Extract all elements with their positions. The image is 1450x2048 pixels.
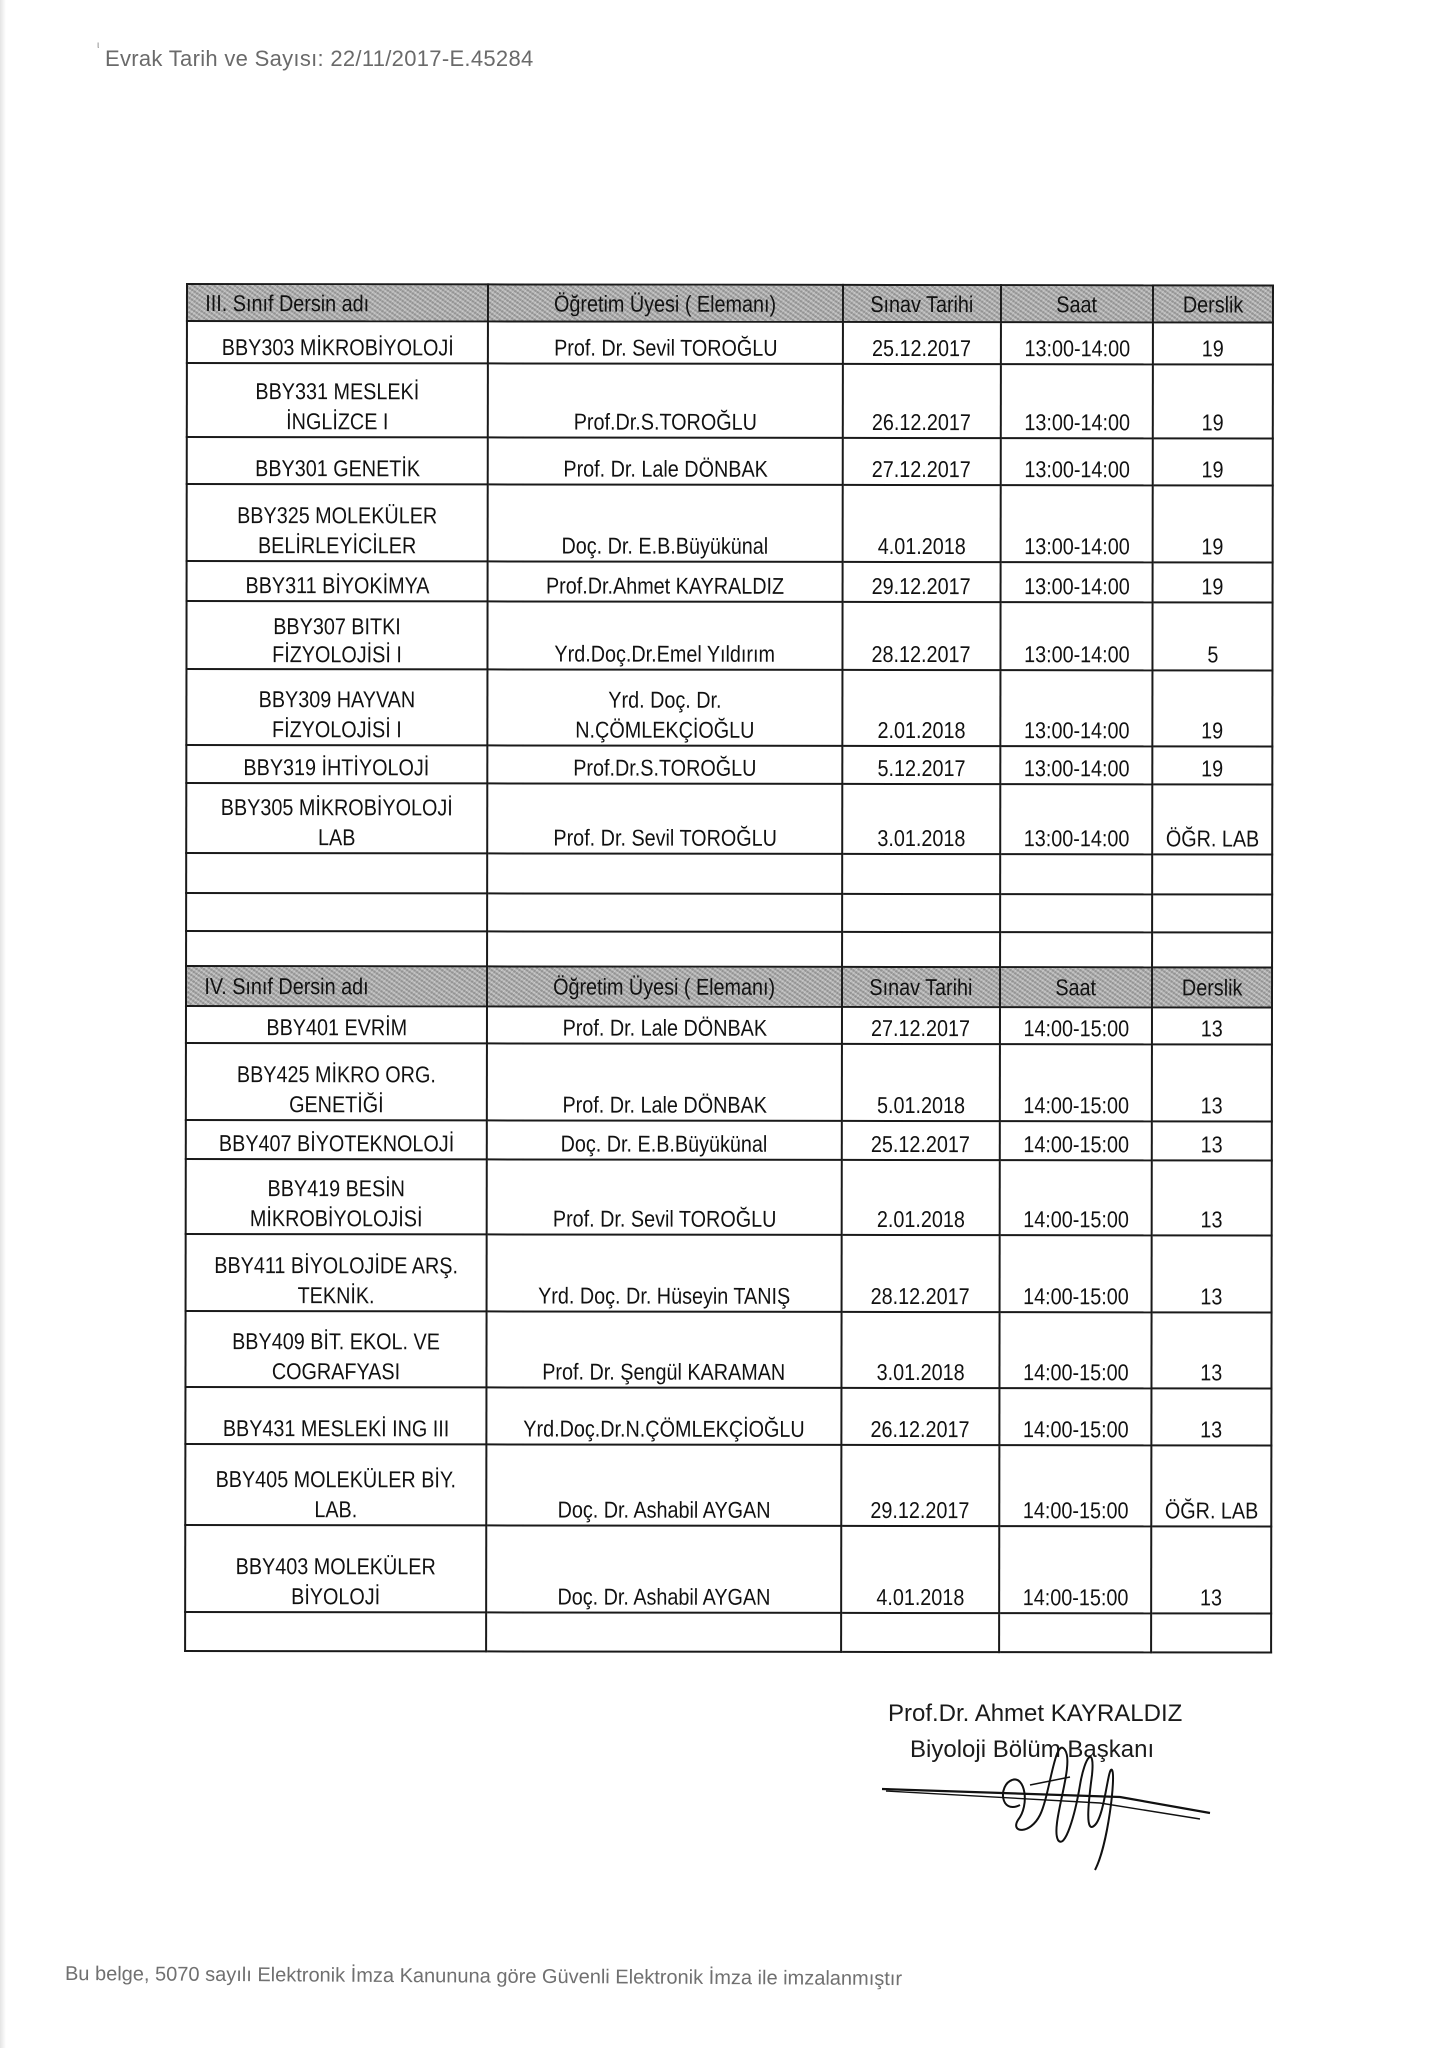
room: 5 [1152, 602, 1272, 670]
exam-time: 13:00-14:00 [1001, 322, 1153, 364]
empty-row [186, 931, 1272, 968]
exam-date: 28.12.2017 [842, 1235, 1000, 1312]
course-name: BBY305 MİKROBİYOLOJİ LAB [186, 783, 487, 853]
table-row [187, 484, 1273, 563]
room: 13 [1152, 1235, 1272, 1312]
header-time: Saat [1000, 967, 1152, 1007]
instructor: Prof. Dr. Sevil TOROĞLU [487, 783, 842, 853]
document-reference-text: Evrak Tarih ve Sayısı: 22/11/2017-E.45284 [105, 46, 534, 71]
header-exam-date: Sınav Tarihi [842, 967, 1000, 1007]
exam-time: 14:00-15:00 [1000, 1235, 1152, 1312]
instructor: Prof. Dr. Sevil TOROĞLU [488, 321, 843, 363]
header-room: Derslik [1152, 967, 1272, 1007]
course-name: BBY311 BİYOKİMYA [187, 561, 488, 601]
exam-date: 5.12.2017 [842, 746, 1000, 784]
table-row [185, 1525, 1271, 1614]
exam-time: 14:00-15:00 [1000, 1044, 1152, 1121]
exam-date: 29.12.2017 [843, 562, 1001, 602]
table-row [186, 669, 1272, 747]
exam-date: 27.12.2017 [842, 1007, 1000, 1044]
exam-date: 2.01.2018 [842, 1160, 1000, 1235]
instructor: Yrd. Doç. Dr. N.ÇÖMLEKÇİOĞLU [487, 669, 842, 745]
course-name: BBY301 GENETİK [187, 437, 488, 484]
table-row [186, 1234, 1272, 1313]
exam-date: 25.12.2017 [842, 1121, 1000, 1160]
table-row [186, 601, 1272, 671]
exam-time: 14:00-15:00 [1000, 1160, 1152, 1235]
room: 19 [1153, 562, 1273, 602]
exam-time: 14:00-15:00 [999, 1445, 1151, 1526]
electronic-signature-notice: Bu belge, 5070 sayılı Elektronik İmza Kanununa göre Güvenli Elektronik İmza ile imzalanmıştır [64, 1963, 903, 1991]
exam-time: 14:00-15:00 [1000, 1007, 1152, 1044]
exam-time: 13:00-14:00 [1001, 485, 1153, 562]
exam-time: 14:00-15:00 [999, 1388, 1151, 1445]
course-name: BBY425 MİKRO ORG. GENETİĞİ [186, 1043, 487, 1120]
section-iii-header-row [187, 284, 1273, 323]
room: 13 [1152, 1007, 1272, 1044]
table-row [187, 363, 1273, 439]
room: 13 [1152, 1160, 1272, 1235]
exam-time: 13:00-14:00 [1000, 784, 1152, 854]
instructor: Prof. Dr. Lale DÖNBAK [487, 1006, 842, 1043]
exam-date: 29.12.2017 [841, 1445, 999, 1526]
table-row [186, 745, 1272, 785]
table-row [187, 437, 1273, 486]
exam-time: 13:00-14:00 [1000, 670, 1152, 746]
room: 13 [1151, 1388, 1271, 1445]
header-instructor: Öğretim Üyesi ( Elemanı) [487, 966, 842, 1006]
exam-time: 14:00-15:00 [999, 1526, 1151, 1613]
room: 13 [1152, 1044, 1272, 1121]
table-row [185, 1387, 1271, 1446]
table-row [187, 561, 1273, 603]
course-name: BBY303 MİKROBİYOLOJİ [187, 321, 488, 363]
course-name: BBY431 MESLEKİ ING III [185, 1387, 486, 1444]
instructor: Prof.Dr.S.TOROĞLU [487, 745, 842, 783]
handwritten-signature-icon [880, 1745, 1220, 1875]
header-course-name: III. Sınıf Dersin adı [187, 284, 488, 321]
course-name: BBY325 MOLEKÜLER BELİRLEYİCİLER [187, 484, 488, 561]
exam-date: 4.01.2018 [843, 485, 1001, 562]
exam-schedule-table [184, 283, 1274, 1654]
header-room: Derslik [1153, 285, 1273, 322]
course-name: BBY307 BITKI FİZYOLOJİSİ I [186, 601, 487, 669]
room: 19 [1152, 746, 1272, 784]
empty-row [186, 893, 1272, 933]
exam-time: 13:00-14:00 [1001, 562, 1153, 602]
exam-date: 3.01.2018 [842, 784, 1000, 854]
course-name: BBY405 MOLEKÜLER BİY. LAB. [185, 1444, 486, 1525]
table-row [186, 783, 1272, 855]
course-name: BBY403 MOLEKÜLER BİYOLOJİ [185, 1525, 486, 1612]
exam-time: 13:00-14:00 [1001, 364, 1153, 438]
exam-date: 28.12.2017 [842, 602, 1000, 670]
exam-time: 13:00-14:00 [1001, 438, 1153, 485]
signatory-name: Prof.Dr. Ahmet KAYRALDIZ [888, 1700, 1183, 1727]
exam-date: 5.01.2018 [842, 1044, 1000, 1121]
instructor: Prof.Dr.S.TOROĞLU [488, 363, 843, 437]
exam-time: 13:00-14:00 [1000, 602, 1152, 670]
exam-time: 13:00-14:00 [1000, 746, 1152, 784]
table-row [185, 1311, 1271, 1389]
instructor: Doç. Dr. Ashabil AYGAN [486, 1444, 841, 1525]
header-exam-date: Sınav Tarihi [843, 285, 1001, 322]
room: 19 [1153, 364, 1273, 438]
table-row [186, 1159, 1272, 1236]
room: 13 [1151, 1526, 1271, 1613]
section-iv-header-row [186, 966, 1272, 1008]
empty-row [186, 853, 1272, 895]
scan-mark: ι [97, 40, 100, 51]
table-row [187, 321, 1273, 365]
course-name: BBY411 BİYOLOJİDE ARŞ. TEKNİK. [186, 1234, 487, 1311]
instructor: Prof. Dr. Lale DÖNBAK [488, 437, 843, 484]
exam-date: 26.12.2017 [841, 1388, 999, 1445]
exam-time: 14:00-15:00 [999, 1312, 1151, 1388]
table-row [186, 1120, 1272, 1161]
room: 13 [1151, 1312, 1271, 1388]
room: 13 [1152, 1121, 1272, 1160]
course-name: BBY419 BESİN MİKROBİYOLOJİSİ [186, 1159, 487, 1234]
instructor: Prof.Dr.Ahmet KAYRALDIZ [488, 561, 843, 601]
header-time: Saat [1001, 285, 1153, 322]
course-name: BBY331 MESLEKİ İNGLİZCE I [187, 363, 488, 437]
signatory-title: Biyoloji Bölüm Başkanı [910, 1736, 1155, 1763]
table-row [186, 1043, 1272, 1122]
room: ÖĞR. LAB [1152, 784, 1272, 854]
exam-time: 14:00-15:00 [1000, 1121, 1152, 1160]
course-name: BBY401 EVRİM [186, 1006, 487, 1043]
instructor: Prof. Dr. Lale DÖNBAK [487, 1043, 842, 1120]
empty-row [185, 1612, 1271, 1653]
exam-date: 25.12.2017 [843, 322, 1001, 364]
course-name: BBY407 BİYOTEKNOLOJİ [186, 1120, 487, 1159]
room: 19 [1153, 485, 1273, 562]
instructor: Doç. Dr. E.B.Büyükünal [488, 484, 843, 561]
room: 19 [1153, 322, 1273, 364]
course-name: BBY309 HAYVAN FİZYOLOJİSİ I [186, 669, 487, 745]
exam-date: 2.01.2018 [842, 670, 1000, 746]
instructor: Yrd.Doç.Dr.N.ÇÖMLEKÇİOĞLU [486, 1387, 841, 1444]
exam-date: 27.12.2017 [843, 438, 1001, 485]
instructor: Prof. Dr. Sevil TOROĞLU [487, 1159, 842, 1234]
course-name: BBY319 İHTİYOLOJİ [186, 745, 487, 783]
exam-date: 4.01.2018 [841, 1526, 999, 1613]
document-reference [97, 40, 534, 72]
instructor: Doç. Dr. E.B.Büyükünal [487, 1120, 842, 1159]
exam-date: 26.12.2017 [843, 364, 1001, 438]
header-instructor: Öğretim Üyesi ( Elemanı) [488, 284, 843, 321]
instructor: Prof. Dr. Şengül KARAMAN [486, 1311, 841, 1387]
instructor: Yrd. Doç. Dr. Hüseyin TANIŞ [487, 1234, 842, 1311]
instructor: Doç. Dr. Ashabil AYGAN [486, 1525, 841, 1612]
page-edge-shadow [0, 0, 6, 2048]
table-row [186, 1006, 1272, 1045]
room: 19 [1153, 438, 1273, 485]
table-row [185, 1444, 1271, 1527]
instructor: Yrd.Doç.Dr.Emel Yıldırım [487, 601, 842, 669]
exam-date: 3.01.2018 [841, 1312, 999, 1388]
room: 19 [1152, 670, 1272, 746]
course-name: BBY409 BİT. EKOL. VE COGRAFYASI [185, 1311, 486, 1387]
room: ÖĞR. LAB [1151, 1445, 1271, 1526]
header-course-name: IV. Sınıf Dersin adı [186, 966, 487, 1006]
